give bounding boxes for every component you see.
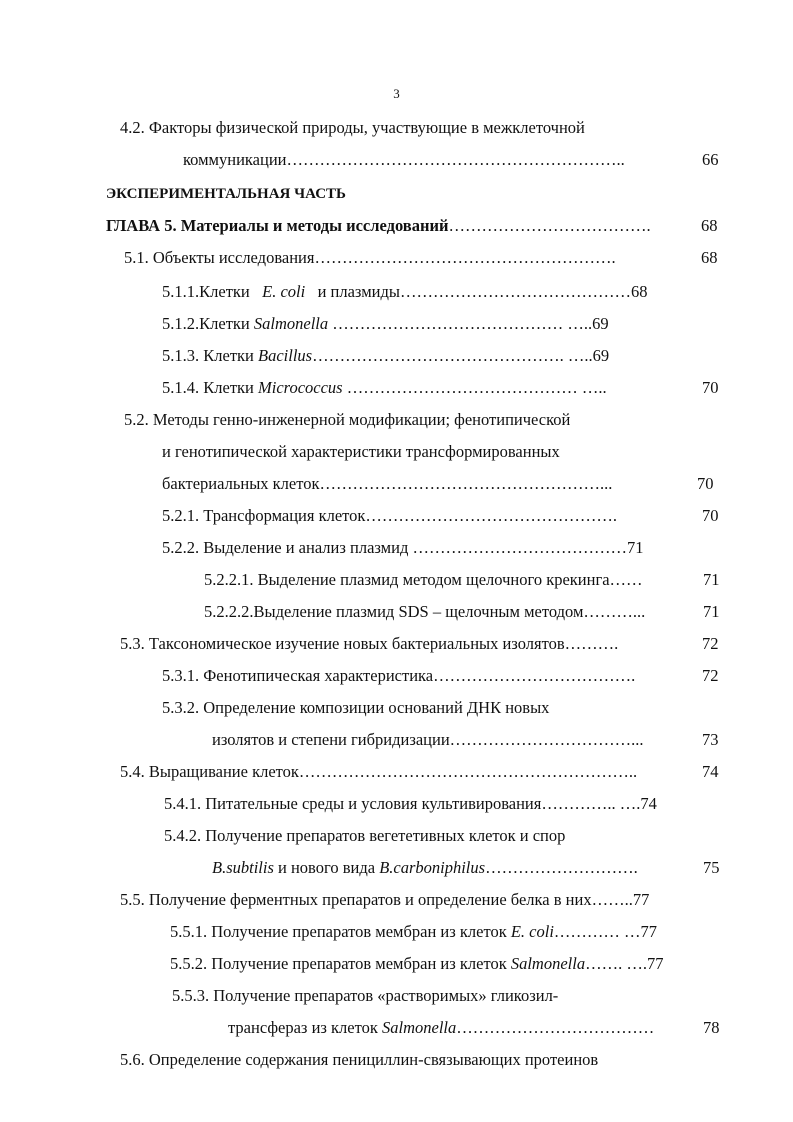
section-heading-experimental: ЭКСПЕРИМЕНТАЛЬНАЯ ЧАСТЬ (106, 186, 346, 202)
toc-entry-5-1-4 (162, 378, 607, 398)
species-name: B.carboniphilus (379, 858, 486, 877)
toc-entry-5-5: 5.5. Получение ферментных препаратов и определение белка в них……..77 (120, 890, 650, 909)
toc-leader: ……. ….77 (585, 954, 664, 973)
toc-page-number: 73 (702, 730, 719, 749)
species-name: E. coli (510, 922, 554, 941)
chapter-5-title: ГЛАВА 5. Материалы и методы исследований (106, 216, 449, 235)
toc-entry-5-1: 5.1. Объекты исследования………………………………………………. (124, 248, 616, 267)
toc-entry-5-3-1: 5.3.1. Фенотипическая характеристика………………………………. (162, 666, 636, 685)
toc-text: трансфераз из клеток (228, 1018, 378, 1037)
species-name: Salmonella (510, 954, 586, 973)
toc-leader: ………………………………. (448, 216, 651, 235)
toc-entry-5-6: 5.6. Определение содержания пенициллин-связывающих протеинов (120, 1050, 599, 1069)
toc-page-number: 72 (702, 666, 719, 685)
toc-page-number: 71 (703, 602, 720, 621)
species-name: E. coli (262, 282, 306, 301)
toc-text: 5.5.1. Получение препаратов мембран из клеток (170, 922, 507, 941)
toc-leader: ………………………. (485, 858, 638, 877)
species-name: B.subtilis (212, 858, 274, 877)
toc-entry-5-1-2 (162, 314, 609, 334)
toc-entry-4-2-cont: коммуникации…………………………………………………….. (183, 150, 625, 169)
toc-text: и плазмиды……………………………………68 (317, 282, 648, 301)
toc-entry-5-2-cont2: бактериальных клеток……………………………………………... (162, 474, 613, 493)
toc-entry-5-1-3 (162, 346, 609, 366)
toc-entry-5-4-2-cont (212, 858, 638, 878)
toc-text: и нового вида (278, 858, 376, 877)
toc-entry-5-2-2-1: 5.2.2.1. Выделение плазмид методом щелочного крекинга…… (204, 570, 643, 589)
toc-entry-5-1-1 (162, 282, 647, 302)
toc-entry-5-5-2 (170, 954, 663, 974)
toc-text: …………………………………… …..69 (332, 314, 609, 333)
species-name: Salmonella (253, 314, 329, 333)
toc-page-number: 71 (703, 570, 720, 589)
toc-page-number: 75 (703, 858, 720, 877)
toc-text: 5.5.2. Получение препаратов мембран из клеток (170, 954, 507, 973)
species-name: Micrococcus (258, 378, 343, 397)
toc-page-number: 68 (701, 216, 718, 235)
toc-text: 5.1.4. Клетки (162, 378, 254, 397)
toc-text: 5.1.2.Клетки (162, 314, 250, 333)
toc-leader: ……………………………… (456, 1018, 655, 1037)
toc-entry-5-3-2-cont: изолятов и степени гибридизации……………………………... (212, 730, 644, 749)
toc-entry-5-2-1: 5.2.1. Трансформация клеток………………………………………. (162, 506, 618, 525)
toc-text: …………………………………… ….. (346, 378, 607, 397)
toc-page-number: 68 (701, 248, 718, 267)
toc-page-number: 70 (697, 474, 714, 493)
toc-entry-5-2-cont: и генотипической характеристики трансформированных (162, 442, 560, 461)
toc-page-number: 66 (702, 150, 719, 169)
toc-page-number: 70 (702, 378, 719, 397)
toc-text: 5.1.3. Клетки (162, 346, 254, 365)
toc-entry-5-5-1 (170, 922, 657, 942)
toc-entry-5-5-3: 5.5.3. Получение препаратов «растворимых» гликозил- (172, 986, 559, 1005)
toc-entry-5-3-2: 5.3.2. Определение композиции оснований ДНК новых (162, 698, 550, 717)
toc-entry-5-2-2-2: 5.2.2.2.Выделение плазмид SDS – щелочным методом………... (204, 602, 646, 621)
toc-entry-5-3: 5.3. Таксономическое изучение новых бактериальных изолятов………. (120, 634, 619, 653)
toc-entry-5-4-1: 5.4.1. Питательные среды и условия культивирования………….. ….74 (164, 794, 657, 813)
toc-entry-5-4-2: 5.4.2. Получение препаратов вегететивных клеток и спор (164, 826, 566, 845)
toc-leader: ………… …77 (553, 922, 658, 941)
toc-entry-5-2: 5.2. Методы генно-инженерной модификации; фенотипической (124, 410, 571, 429)
toc-entry-5-5-3-cont (228, 1018, 654, 1038)
toc-page-number: 70 (702, 506, 719, 525)
toc-text: 5.1.1.Клетки (162, 282, 250, 301)
page-number: 3 (393, 86, 400, 101)
species-name: Salmonella (382, 1018, 457, 1037)
toc-text: ………………………………………. …..69 (312, 346, 610, 365)
toc-entry-5-4: 5.4. Выращивание клеток…………………………………………………….. (120, 762, 638, 781)
species-name: Bacillus (258, 346, 313, 365)
toc-entry-chapter-5 (106, 216, 651, 236)
toc-entry-5-2-2: 5.2.2. Выделение и анализ плазмид …………………………………71 (162, 538, 644, 557)
toc-page-number: 72 (702, 634, 719, 653)
toc-page-number: 78 (703, 1018, 720, 1037)
toc-entry-4-2: 4.2. Факторы физической природы, участвующие в межклеточной (120, 118, 585, 137)
toc-page-number: 74 (702, 762, 719, 781)
